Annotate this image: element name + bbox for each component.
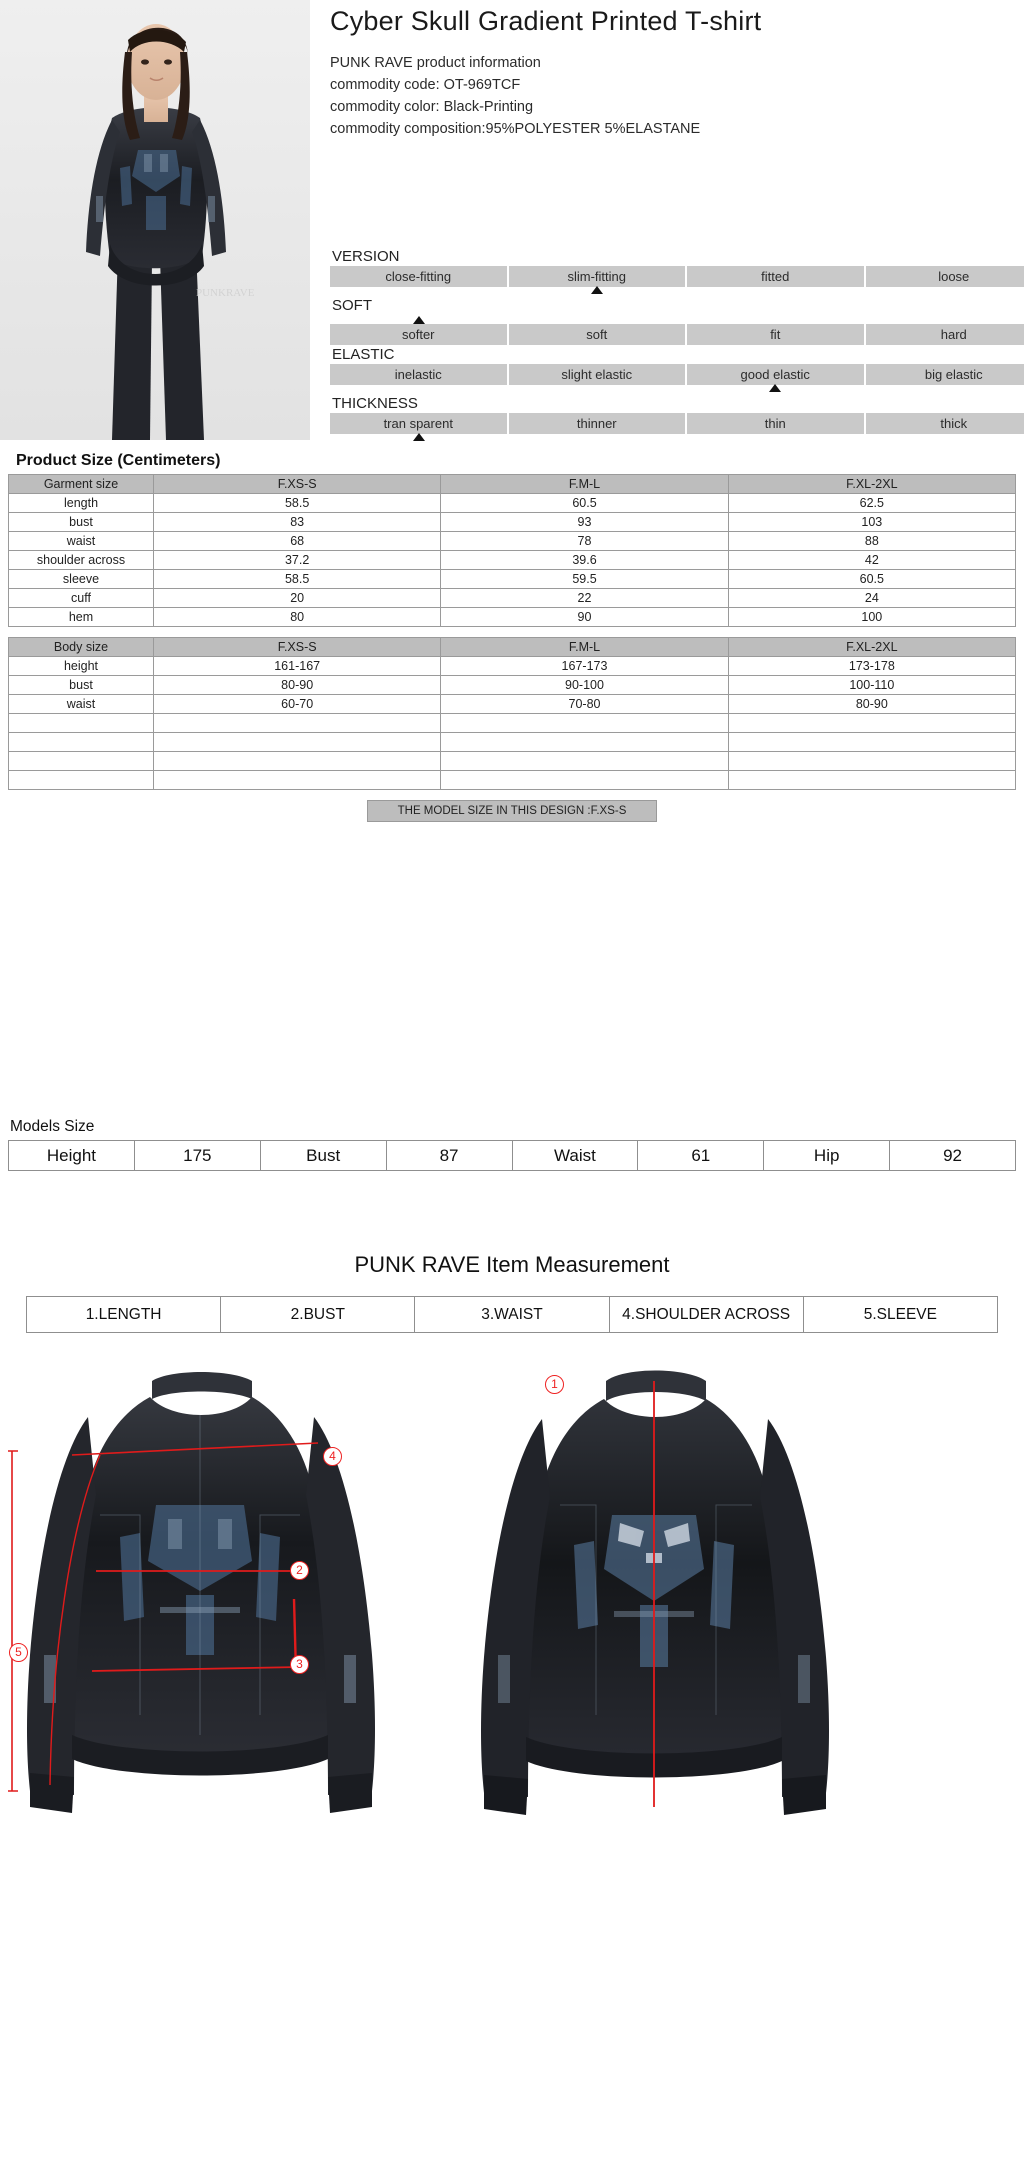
table-gap xyxy=(8,627,1016,637)
table-row xyxy=(9,608,1016,627)
model-photo-illustration xyxy=(0,0,310,440)
row-label: height xyxy=(9,657,154,676)
cell: 90-100 xyxy=(441,676,728,695)
attribute-soft-marker-row xyxy=(330,315,1024,324)
attribute-version-label: VERSION xyxy=(332,248,1024,265)
attribute-scales xyxy=(330,248,1024,444)
models-size-label: Bust xyxy=(260,1141,386,1171)
measurement-legend xyxy=(26,1296,998,1333)
cell: 60.5 xyxy=(441,494,728,513)
cell: 58.5 xyxy=(154,570,441,589)
table-row-empty xyxy=(9,752,1016,771)
commodity-code: commodity code: OT-969TCF xyxy=(330,74,1020,96)
product-hero-section xyxy=(0,0,1024,440)
models-size-label: Waist xyxy=(512,1141,638,1171)
row-label: length xyxy=(9,494,154,513)
measurement-legend-table xyxy=(26,1296,998,1333)
commodity-color: commodity color: Black-Printing xyxy=(330,96,1020,118)
measurement-item: 4.SHOULDER ACROSS xyxy=(609,1297,803,1333)
models-size-heading: Models Size xyxy=(10,1118,1016,1136)
models-size-label: Height xyxy=(9,1141,135,1171)
product-info xyxy=(330,6,1020,140)
column-header: F.XL-2XL xyxy=(728,475,1015,494)
column-header: Garment size xyxy=(9,475,154,494)
attribute-option: soft xyxy=(509,324,686,345)
measurement-heading: PUNK RAVE Item Measurement xyxy=(0,1252,1024,1278)
column-header: F.XL-2XL xyxy=(728,638,1015,657)
cell: 42 xyxy=(728,551,1015,570)
table-row xyxy=(9,589,1016,608)
selection-marker-icon xyxy=(413,316,425,324)
attribute-elastic-options xyxy=(330,364,1024,385)
brand-line: PUNK RAVE product information xyxy=(330,52,1020,74)
row-label: cuff xyxy=(9,589,154,608)
product-size-heading: Product Size (Centimeters) xyxy=(16,452,1016,470)
cell: 37.2 xyxy=(154,551,441,570)
page-title: Cyber Skull Gradient Printed T-shirt xyxy=(330,6,1020,36)
table-row xyxy=(9,657,1016,676)
model-photo xyxy=(0,0,310,440)
attribute-option: big elastic xyxy=(866,364,1024,385)
attribute-option: tran sparent xyxy=(330,413,507,434)
attribute-soft xyxy=(330,297,1024,345)
attribute-option: fitted xyxy=(687,266,864,287)
commodity-composition: commodity composition:95%POLYESTER 5%ELASTANE xyxy=(330,118,1020,140)
attribute-soft-label: SOFT xyxy=(332,297,1024,314)
attribute-option: good elastic xyxy=(687,364,864,385)
product-size-section xyxy=(8,452,1016,822)
cell: 60-70 xyxy=(154,695,441,714)
cell: 161-167 xyxy=(154,657,441,676)
attribute-thickness-label: THICKNESS xyxy=(332,395,1024,412)
measurement-item: 5.SLEEVE xyxy=(803,1297,997,1333)
cell: 22 xyxy=(441,589,728,608)
cell: 100-110 xyxy=(728,676,1015,695)
attribute-option: slight elastic xyxy=(509,364,686,385)
cell: 62.5 xyxy=(728,494,1015,513)
callout-2: 2 xyxy=(290,1561,309,1580)
cell: 59.5 xyxy=(441,570,728,589)
row-label: hem xyxy=(9,608,154,627)
selection-marker-icon xyxy=(591,286,603,294)
table-row xyxy=(9,513,1016,532)
cell: 88 xyxy=(728,532,1015,551)
row-label: bust xyxy=(9,676,154,695)
row-label: waist xyxy=(9,695,154,714)
table-row xyxy=(9,570,1016,589)
column-header: Body size xyxy=(9,638,154,657)
table-row-empty xyxy=(9,733,1016,752)
cell: 20 xyxy=(154,589,441,608)
attribute-option: softer xyxy=(330,324,507,345)
selection-marker-icon xyxy=(413,433,425,441)
table-row xyxy=(9,551,1016,570)
table-row xyxy=(9,494,1016,513)
attribute-option: close-fitting xyxy=(330,266,507,287)
column-header: F.XS-S xyxy=(154,475,441,494)
attribute-version xyxy=(330,248,1024,296)
svg-text:PUNKRAVE: PUNKRAVE xyxy=(196,287,255,299)
cell: 167-173 xyxy=(441,657,728,676)
garment-diagram-illustration xyxy=(0,1355,1024,2175)
cell: 80-90 xyxy=(154,676,441,695)
cell: 39.6 xyxy=(441,551,728,570)
cell: 80 xyxy=(154,608,441,627)
model-size-note: THE MODEL SIZE IN THIS DESIGN :F.XS-S xyxy=(367,800,657,822)
table-row xyxy=(9,532,1016,551)
models-size-value: 92 xyxy=(890,1141,1016,1171)
models-size-value: 175 xyxy=(134,1141,260,1171)
column-header: F.M-L xyxy=(441,638,728,657)
measurement-item: 2.BUST xyxy=(221,1297,415,1333)
cell: 93 xyxy=(441,513,728,532)
attribute-option: inelastic xyxy=(330,364,507,385)
garment-measurement-diagram xyxy=(0,1355,1024,2175)
attribute-thickness-options xyxy=(330,413,1024,434)
cell: 60.5 xyxy=(728,570,1015,589)
column-header: F.XS-S xyxy=(154,638,441,657)
body-size-table xyxy=(8,637,1016,790)
attribute-option: thinner xyxy=(509,413,686,434)
row-label: sleeve xyxy=(9,570,154,589)
attribute-option: fit xyxy=(687,324,864,345)
table-header-row xyxy=(9,638,1016,657)
attribute-thickness xyxy=(330,395,1024,443)
row-label: waist xyxy=(9,532,154,551)
cell: 100 xyxy=(728,608,1015,627)
attribute-option: thick xyxy=(866,413,1024,434)
table-header-row xyxy=(9,475,1016,494)
garment-back-view xyxy=(481,1371,829,1816)
cell: 58.5 xyxy=(154,494,441,513)
cell: 24 xyxy=(728,589,1015,608)
attribute-soft-options xyxy=(330,324,1024,345)
column-header: F.M-L xyxy=(441,475,728,494)
cell: 70-80 xyxy=(441,695,728,714)
attribute-elastic-marker-row xyxy=(330,385,1024,394)
attribute-thickness-marker-row xyxy=(330,434,1024,443)
table-row xyxy=(9,1141,1016,1171)
models-size-value: 61 xyxy=(638,1141,764,1171)
measurement-item: 3.WAIST xyxy=(415,1297,609,1333)
attribute-elastic xyxy=(330,346,1024,394)
attribute-version-options xyxy=(330,266,1024,287)
table-row xyxy=(27,1297,998,1333)
attribute-option: slim-fitting xyxy=(509,266,686,287)
callout-1: 1 xyxy=(545,1375,564,1394)
attribute-option: hard xyxy=(866,324,1024,345)
cell: 78 xyxy=(441,532,728,551)
measurement-item: 1.LENGTH xyxy=(27,1297,221,1333)
cell: 83 xyxy=(154,513,441,532)
attribute-elastic-label: ELASTIC xyxy=(332,346,1024,363)
row-label: bust xyxy=(9,513,154,532)
models-size-section xyxy=(8,1118,1016,1171)
garment-size-table xyxy=(8,474,1016,627)
row-label: shoulder across xyxy=(9,551,154,570)
callout-5: 5 xyxy=(9,1643,28,1662)
models-size-label: Hip xyxy=(764,1141,890,1171)
cell: 173-178 xyxy=(728,657,1015,676)
cell: 103 xyxy=(728,513,1015,532)
table-row-empty xyxy=(9,714,1016,733)
cell: 80-90 xyxy=(728,695,1015,714)
callout-4: 4 xyxy=(323,1447,342,1466)
selection-marker-icon xyxy=(769,384,781,392)
models-size-table xyxy=(8,1140,1016,1171)
table-row-empty xyxy=(9,771,1016,790)
models-size-value: 87 xyxy=(386,1141,512,1171)
cell: 90 xyxy=(441,608,728,627)
table-row xyxy=(9,676,1016,695)
callout-3: 3 xyxy=(290,1655,309,1674)
attribute-option: thin xyxy=(687,413,864,434)
attribute-option: loose xyxy=(866,266,1024,287)
attribute-version-marker-row xyxy=(330,287,1024,296)
table-row xyxy=(9,695,1016,714)
cell: 68 xyxy=(154,532,441,551)
